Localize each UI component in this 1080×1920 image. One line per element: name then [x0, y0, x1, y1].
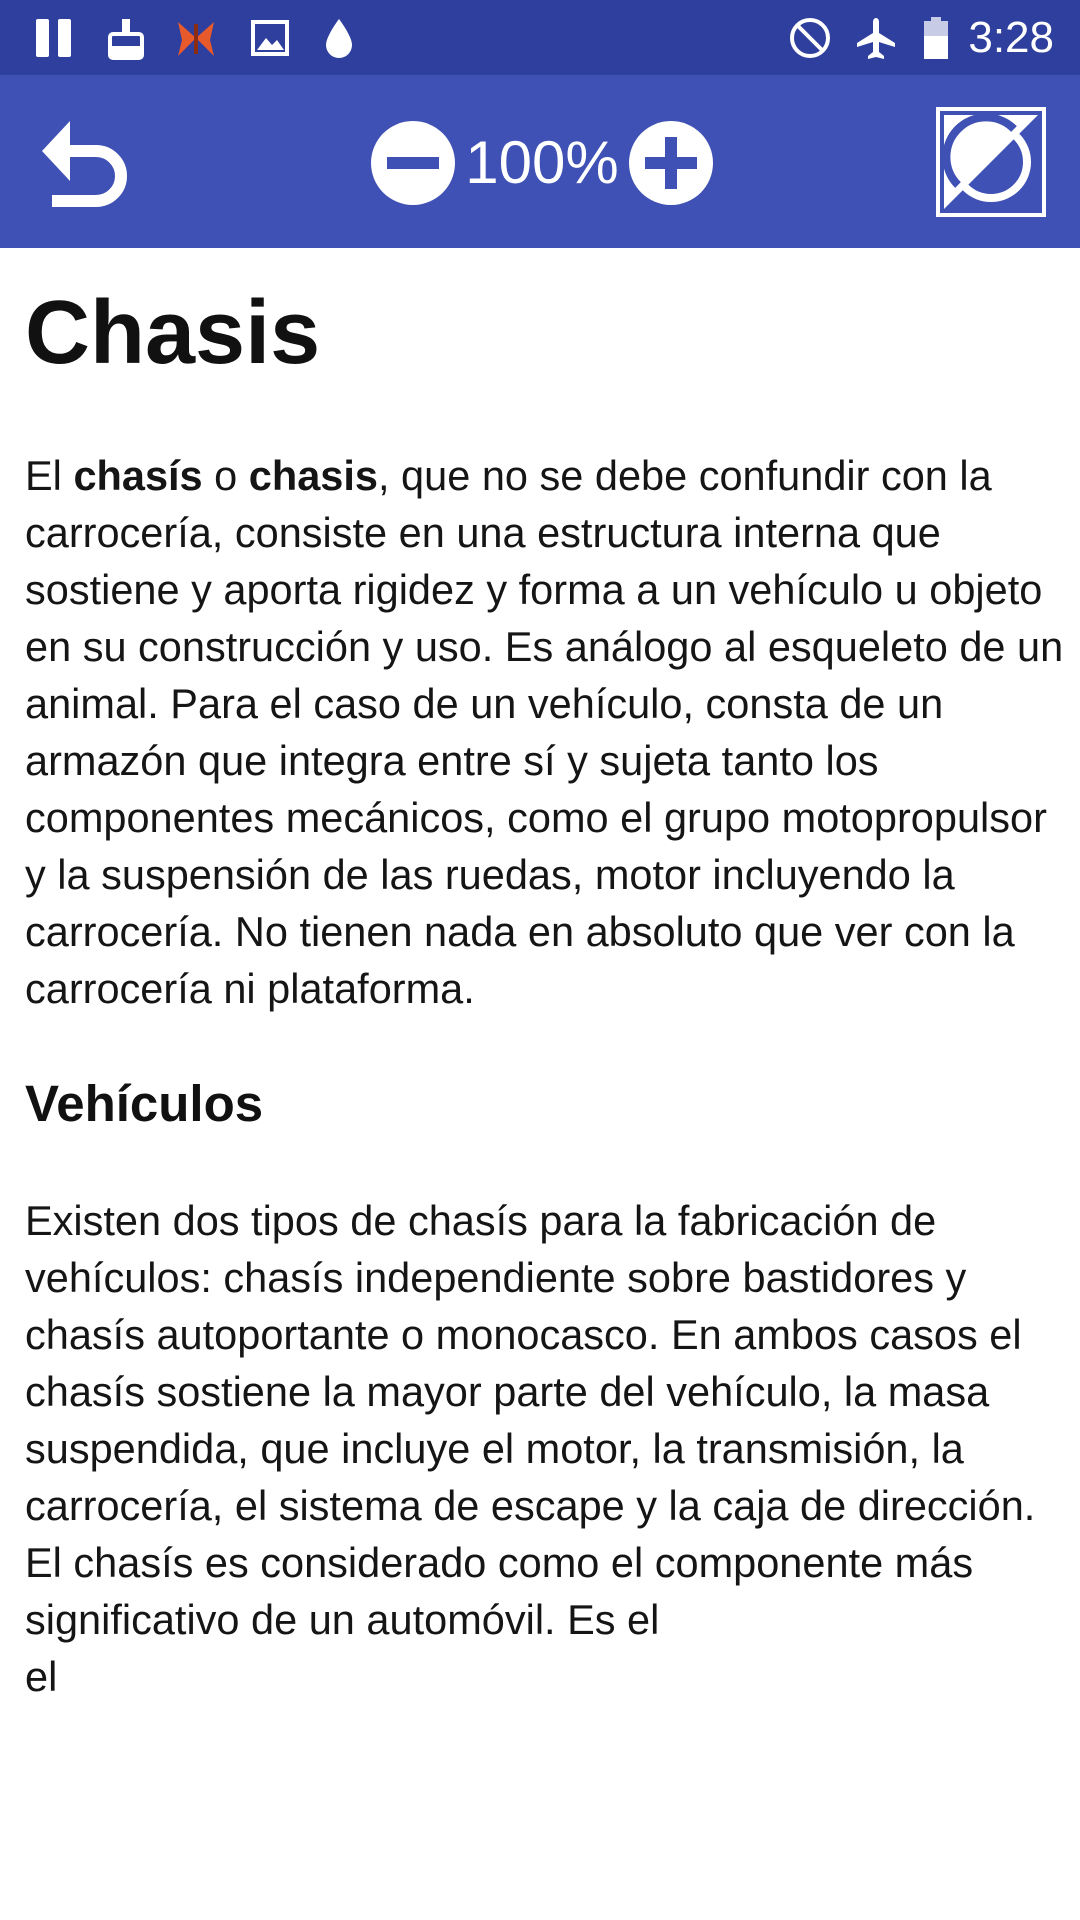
battery-icon: [922, 16, 950, 60]
water-drop-icon: [322, 16, 356, 60]
do-not-disturb-icon: [788, 16, 832, 60]
zoom-level: 100%: [465, 129, 619, 196]
image-icon: [250, 16, 290, 60]
intro-text-2: o: [202, 452, 249, 499]
intro-text-3: , que no se debe confundir con la carrocería, consiste en una estructura interna que sostiene y aporta rigidez y forma a un vehículo u objeto en su construcción y uso. Es análogo al esqueleto de un animal. Para el caso de un vehículo, consta de un armazón que integra entre sí y sujeta tanto los componentes mecánicos, como el grupo motopropulsor y la suspensión de las ruedas, motor incluyendo la carrocería. No tienen nada en absoluto que ver con la carrocería ni plataforma.: [25, 452, 1064, 1012]
status-bar: [0, 0, 1080, 75]
cleaner-icon: [104, 16, 146, 60]
airplane-mode-icon: [854, 16, 898, 60]
intro-paragraph: [25, 447, 1065, 1017]
theme-toggle-button[interactable]: [936, 107, 1046, 217]
zoom-out-button[interactable]: [370, 120, 456, 206]
bottom-overlay: [60, 1772, 1020, 1920]
toolbar: [0, 75, 1080, 248]
article-title: Chasis: [25, 283, 321, 383]
intro-bold-1: chasís: [73, 452, 203, 499]
section-text: Existen dos tipos de chasís para la fabricación de vehículos: chasís independiente sobre bastidores y chasís autoportante o monocasco. En ambos casos el chasís sostiene la mayor parte del vehículo, la masa suspendida, que incluye el motor, la transmisión, la carrocería, el sistema de escape y la caja de dirección. El chasís es considerado como el componente más significativo de un automóvil. Es el: [25, 1197, 1036, 1643]
section-paragraph: [25, 1192, 1065, 1705]
pause-icon: [34, 16, 76, 60]
status-time: 3:28: [968, 13, 1054, 62]
intro-bold-2: chasis: [248, 452, 378, 499]
intro-text-1: El: [25, 452, 74, 499]
back-button[interactable]: [36, 113, 140, 213]
butterfly-icon: [174, 16, 218, 60]
contrast-toggle-icon: [936, 107, 1046, 217]
undo-arrow-icon: [36, 113, 140, 213]
zoom-in-button[interactable]: [628, 120, 714, 206]
minus-circle-icon: [370, 120, 456, 206]
section-heading: Vehículos: [25, 1075, 264, 1132]
article-content: [25, 248, 1065, 1705]
section-text-cut: el: [25, 1653, 58, 1700]
plus-circle-icon: [628, 120, 714, 206]
